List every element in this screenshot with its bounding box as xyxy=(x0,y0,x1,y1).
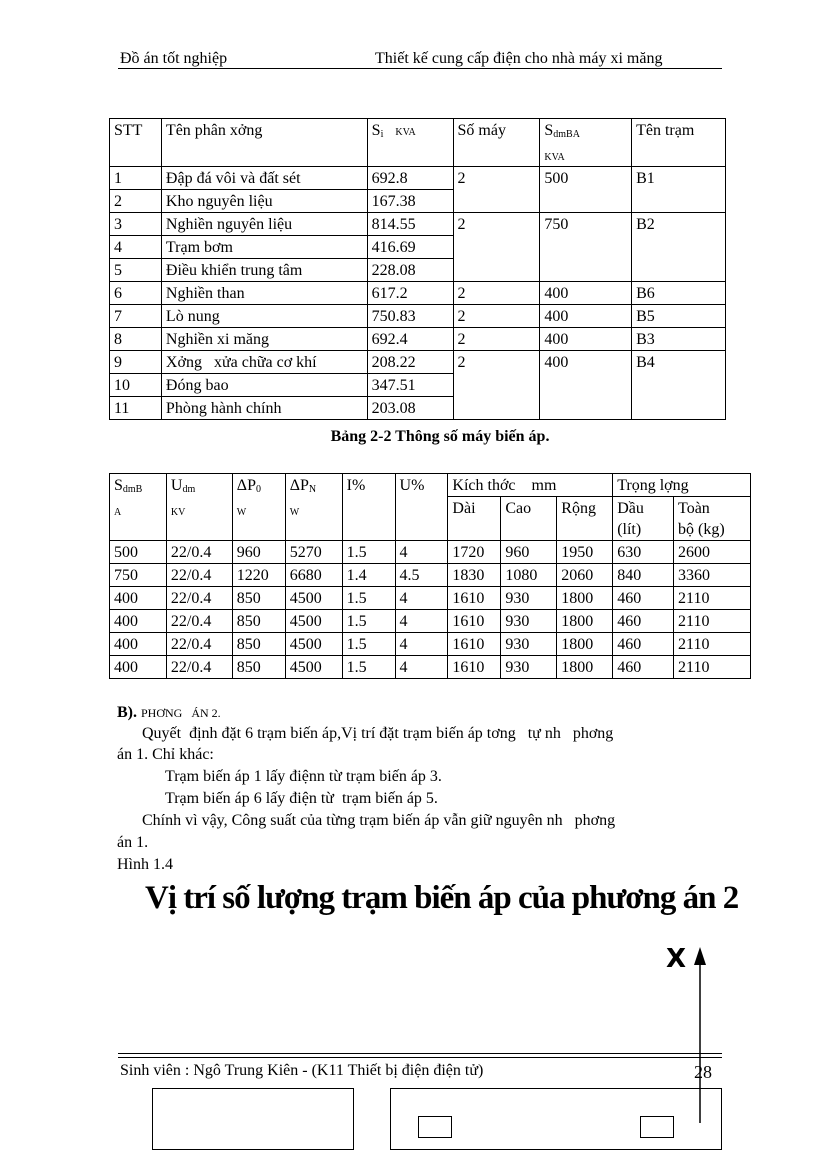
page-number: 28 xyxy=(694,1062,712,1082)
cell: 2110 xyxy=(674,633,751,656)
cell: 2 xyxy=(453,328,540,351)
cell: 2 xyxy=(453,305,540,328)
table-caption: Bảng 2-2 Thông số máy biến áp. xyxy=(330,428,550,445)
cell: 460 xyxy=(613,656,674,679)
cell: B2 xyxy=(632,213,726,282)
cell: 840 xyxy=(613,564,674,587)
cell: 8 xyxy=(110,328,162,351)
cell: 2110 xyxy=(674,610,751,633)
cell: 4500 xyxy=(285,587,342,610)
cell: 2 xyxy=(453,213,540,282)
header-left: Đồ án tốt nghiệp xyxy=(120,50,228,67)
table-row xyxy=(110,351,726,374)
cell: 400 xyxy=(110,656,167,679)
table-header-row xyxy=(110,474,751,497)
diagram-station-box xyxy=(418,1116,452,1138)
cell: 850 xyxy=(232,587,285,610)
paragraph-line: án 1. Chỉ khác: xyxy=(117,746,214,763)
cell: 2 xyxy=(453,167,540,213)
cell: 5270 xyxy=(285,541,342,564)
cell: 22/0.4 xyxy=(166,656,232,679)
table-row xyxy=(110,282,726,305)
cell: 400 xyxy=(540,305,632,328)
cell: 1.5 xyxy=(342,656,395,679)
cell: B6 xyxy=(632,282,726,305)
cell: 1610 xyxy=(448,656,501,679)
table-row xyxy=(110,328,726,351)
section-heading: B). PHƠNG ÁN 2. xyxy=(117,704,221,721)
cell: 750.83 xyxy=(367,305,453,328)
col-header-dp0: $\Delta P_0$ W xyxy=(232,474,285,541)
cell: 400 xyxy=(110,587,167,610)
cell: 1720 xyxy=(448,541,501,564)
cell: Điều khiển trung tâm xyxy=(161,259,367,282)
col-header-name: Tên phân xởng xyxy=(161,119,367,167)
cell: 1220 xyxy=(232,564,285,587)
cell: 692.4 xyxy=(367,328,453,351)
cell: 10 xyxy=(110,374,162,397)
transformer-table-body xyxy=(110,541,751,679)
col-header-s: $S_i$ KVA xyxy=(367,119,453,167)
table-row xyxy=(110,167,726,190)
col-header-udm: $U_{dm}$ KV xyxy=(166,474,232,541)
cell: 460 xyxy=(613,587,674,610)
cell: 6680 xyxy=(285,564,342,587)
cell: 750 xyxy=(110,564,167,587)
cell: 7 xyxy=(110,305,162,328)
cell: 1800 xyxy=(557,610,613,633)
cell: 1080 xyxy=(501,564,557,587)
cell: 2600 xyxy=(674,541,751,564)
cell: Đập đá vôi và đất sét xyxy=(161,167,367,190)
cell: 4 xyxy=(395,633,448,656)
cell: Nghiền nguyên liệu xyxy=(161,213,367,236)
cell: 203.08 xyxy=(367,397,453,420)
col-header-i: I% xyxy=(342,474,395,541)
col-header-weight: Trọng lợng xyxy=(613,474,751,497)
table-row xyxy=(110,213,726,236)
cell: 750 xyxy=(540,213,632,282)
cell: 2060 xyxy=(557,564,613,587)
col-header-total: Toàn bộ (kg) xyxy=(674,497,751,541)
cell: 960 xyxy=(501,541,557,564)
cell: 22/0.4 xyxy=(166,587,232,610)
cell: 9 xyxy=(110,351,162,374)
table-row xyxy=(110,656,751,679)
cell: 5 xyxy=(110,259,162,282)
cell: 167.38 xyxy=(367,190,453,213)
cell: 416.69 xyxy=(367,236,453,259)
table-header-row xyxy=(110,119,726,167)
cell: 1800 xyxy=(557,633,613,656)
cell: 692.8 xyxy=(367,167,453,190)
cell: 1800 xyxy=(557,656,613,679)
cell: B4 xyxy=(632,351,726,420)
col-header-u: U% xyxy=(395,474,448,541)
cell: 400 xyxy=(110,610,167,633)
cell: Phòng hành chính xyxy=(161,397,367,420)
col-header-station: Tên trạm xyxy=(632,119,726,167)
col-header-oil: Dầu (lít) xyxy=(613,497,674,541)
cell: 630 xyxy=(613,541,674,564)
cell: 22/0.4 xyxy=(166,633,232,656)
cell: 2 xyxy=(453,282,540,305)
cell: 4500 xyxy=(285,610,342,633)
table-row xyxy=(110,587,751,610)
cell: 4 xyxy=(395,587,448,610)
cell: 814.55 xyxy=(367,213,453,236)
cell: 4500 xyxy=(285,656,342,679)
paragraph-line: Chính vì vậy, Công suất của từng trạm biến áp vẫn giữ nguyên nh phơng xyxy=(142,812,616,829)
footer-student: Sinh viên : Ngô Trung Kiên - (K11 Thiết bị điện điện tử) xyxy=(120,1062,484,1079)
col-header-stt: STT xyxy=(110,119,162,167)
col-header-high: Cao xyxy=(501,497,557,541)
cell: 6 xyxy=(110,282,162,305)
cell: 400 xyxy=(540,328,632,351)
table-row xyxy=(110,633,751,656)
cell: 850 xyxy=(232,633,285,656)
cell: 1.5 xyxy=(342,633,395,656)
cell: 1610 xyxy=(448,587,501,610)
col-header-long: Dài xyxy=(448,497,501,541)
cell: Nghiền than xyxy=(161,282,367,305)
table-row xyxy=(110,610,751,633)
cell: 400 xyxy=(110,633,167,656)
cell: 11 xyxy=(110,397,162,420)
cell: Xởng xửa chữa cơ khí xyxy=(161,351,367,374)
cell: 850 xyxy=(232,610,285,633)
col-header-count: Số máy xyxy=(453,119,540,167)
cell: 22/0.4 xyxy=(166,610,232,633)
cell: 347.51 xyxy=(367,374,453,397)
cell: 2 xyxy=(110,190,162,213)
cell: 500 xyxy=(540,167,632,213)
col-header-sdm: $S_{dmBA}$ KVA xyxy=(540,119,632,167)
col-header-dpn: $\Delta P_N$ W xyxy=(285,474,342,541)
cell: 1.5 xyxy=(342,610,395,633)
cell: 1.5 xyxy=(342,541,395,564)
cell: 930 xyxy=(501,587,557,610)
cell: B5 xyxy=(632,305,726,328)
cell: 4 xyxy=(110,236,162,259)
cell: 22/0.4 xyxy=(166,564,232,587)
cell: 930 xyxy=(501,656,557,679)
cell: 1800 xyxy=(557,587,613,610)
cell: Lò nung xyxy=(161,305,367,328)
cell: 460 xyxy=(613,633,674,656)
substation-table xyxy=(109,118,726,420)
cell: Trạm bơm xyxy=(161,236,367,259)
diagram-station-box xyxy=(640,1116,674,1138)
cell: 1610 xyxy=(448,610,501,633)
cell: 1830 xyxy=(448,564,501,587)
cell: 850 xyxy=(232,656,285,679)
cell: 2 xyxy=(453,351,540,420)
header-divider xyxy=(118,68,722,69)
footer-divider xyxy=(118,1057,722,1058)
diagram-box-left xyxy=(152,1088,354,1150)
cell: 960 xyxy=(232,541,285,564)
header-right: Thiết kế cung cấp điện cho nhà máy xi măng xyxy=(375,50,663,67)
list-item: Trạm biến áp 6 lấy điện từ trạm biến áp 5. xyxy=(165,790,438,807)
cell: 1.4 xyxy=(342,564,395,587)
cell: 2110 xyxy=(674,656,751,679)
cell: B3 xyxy=(632,328,726,351)
cell: 2110 xyxy=(674,587,751,610)
table-row xyxy=(110,564,751,587)
cell: Nghiền xi măng xyxy=(161,328,367,351)
cell: 930 xyxy=(501,633,557,656)
cell: 500 xyxy=(110,541,167,564)
cell: 208.22 xyxy=(367,351,453,374)
figure-title: Vị trí số lượng trạm biến áp của phương án 2 xyxy=(145,880,739,916)
cell: Đóng bao xyxy=(161,374,367,397)
paragraph-line: Quyết định đặt 6 trạm biến áp,Vị trí đặt trạm biến áp tơng tự nh phơng xyxy=(142,725,614,742)
cell: 460 xyxy=(613,610,674,633)
cell: 3360 xyxy=(674,564,751,587)
cell: 3 xyxy=(110,213,162,236)
cell: 22/0.4 xyxy=(166,541,232,564)
cell: 4 xyxy=(395,541,448,564)
cell: 400 xyxy=(540,351,632,420)
cell: 1 xyxy=(110,167,162,190)
col-header-sdm: $S_{dmB}$ A xyxy=(110,474,167,541)
axis-label: X xyxy=(666,944,687,974)
cell: 4 xyxy=(395,610,448,633)
cell: 4500 xyxy=(285,633,342,656)
footer-divider xyxy=(118,1053,722,1054)
cell: 1950 xyxy=(557,541,613,564)
table-row xyxy=(110,541,751,564)
cell: 228.08 xyxy=(367,259,453,282)
figure-label: Hình 1.4 xyxy=(117,856,173,873)
cell: 1.5 xyxy=(342,587,395,610)
cell: 4 xyxy=(395,656,448,679)
table-row xyxy=(110,305,726,328)
list-item: Trạm biến áp 1 lấy điệnn từ trạm biến áp 3. xyxy=(165,768,442,785)
cell: 400 xyxy=(540,282,632,305)
paragraph-line: án 1. xyxy=(117,834,149,851)
col-header-dims: Kích thớc mm xyxy=(448,474,613,497)
transformer-table xyxy=(109,473,751,679)
col-header-wide: Rộng xyxy=(557,497,613,541)
cell: 617.2 xyxy=(367,282,453,305)
cell: 1610 xyxy=(448,633,501,656)
cell: B1 xyxy=(632,167,726,213)
cell: Kho nguyên liệu xyxy=(161,190,367,213)
cell: 4.5 xyxy=(395,564,448,587)
cell: 930 xyxy=(501,610,557,633)
